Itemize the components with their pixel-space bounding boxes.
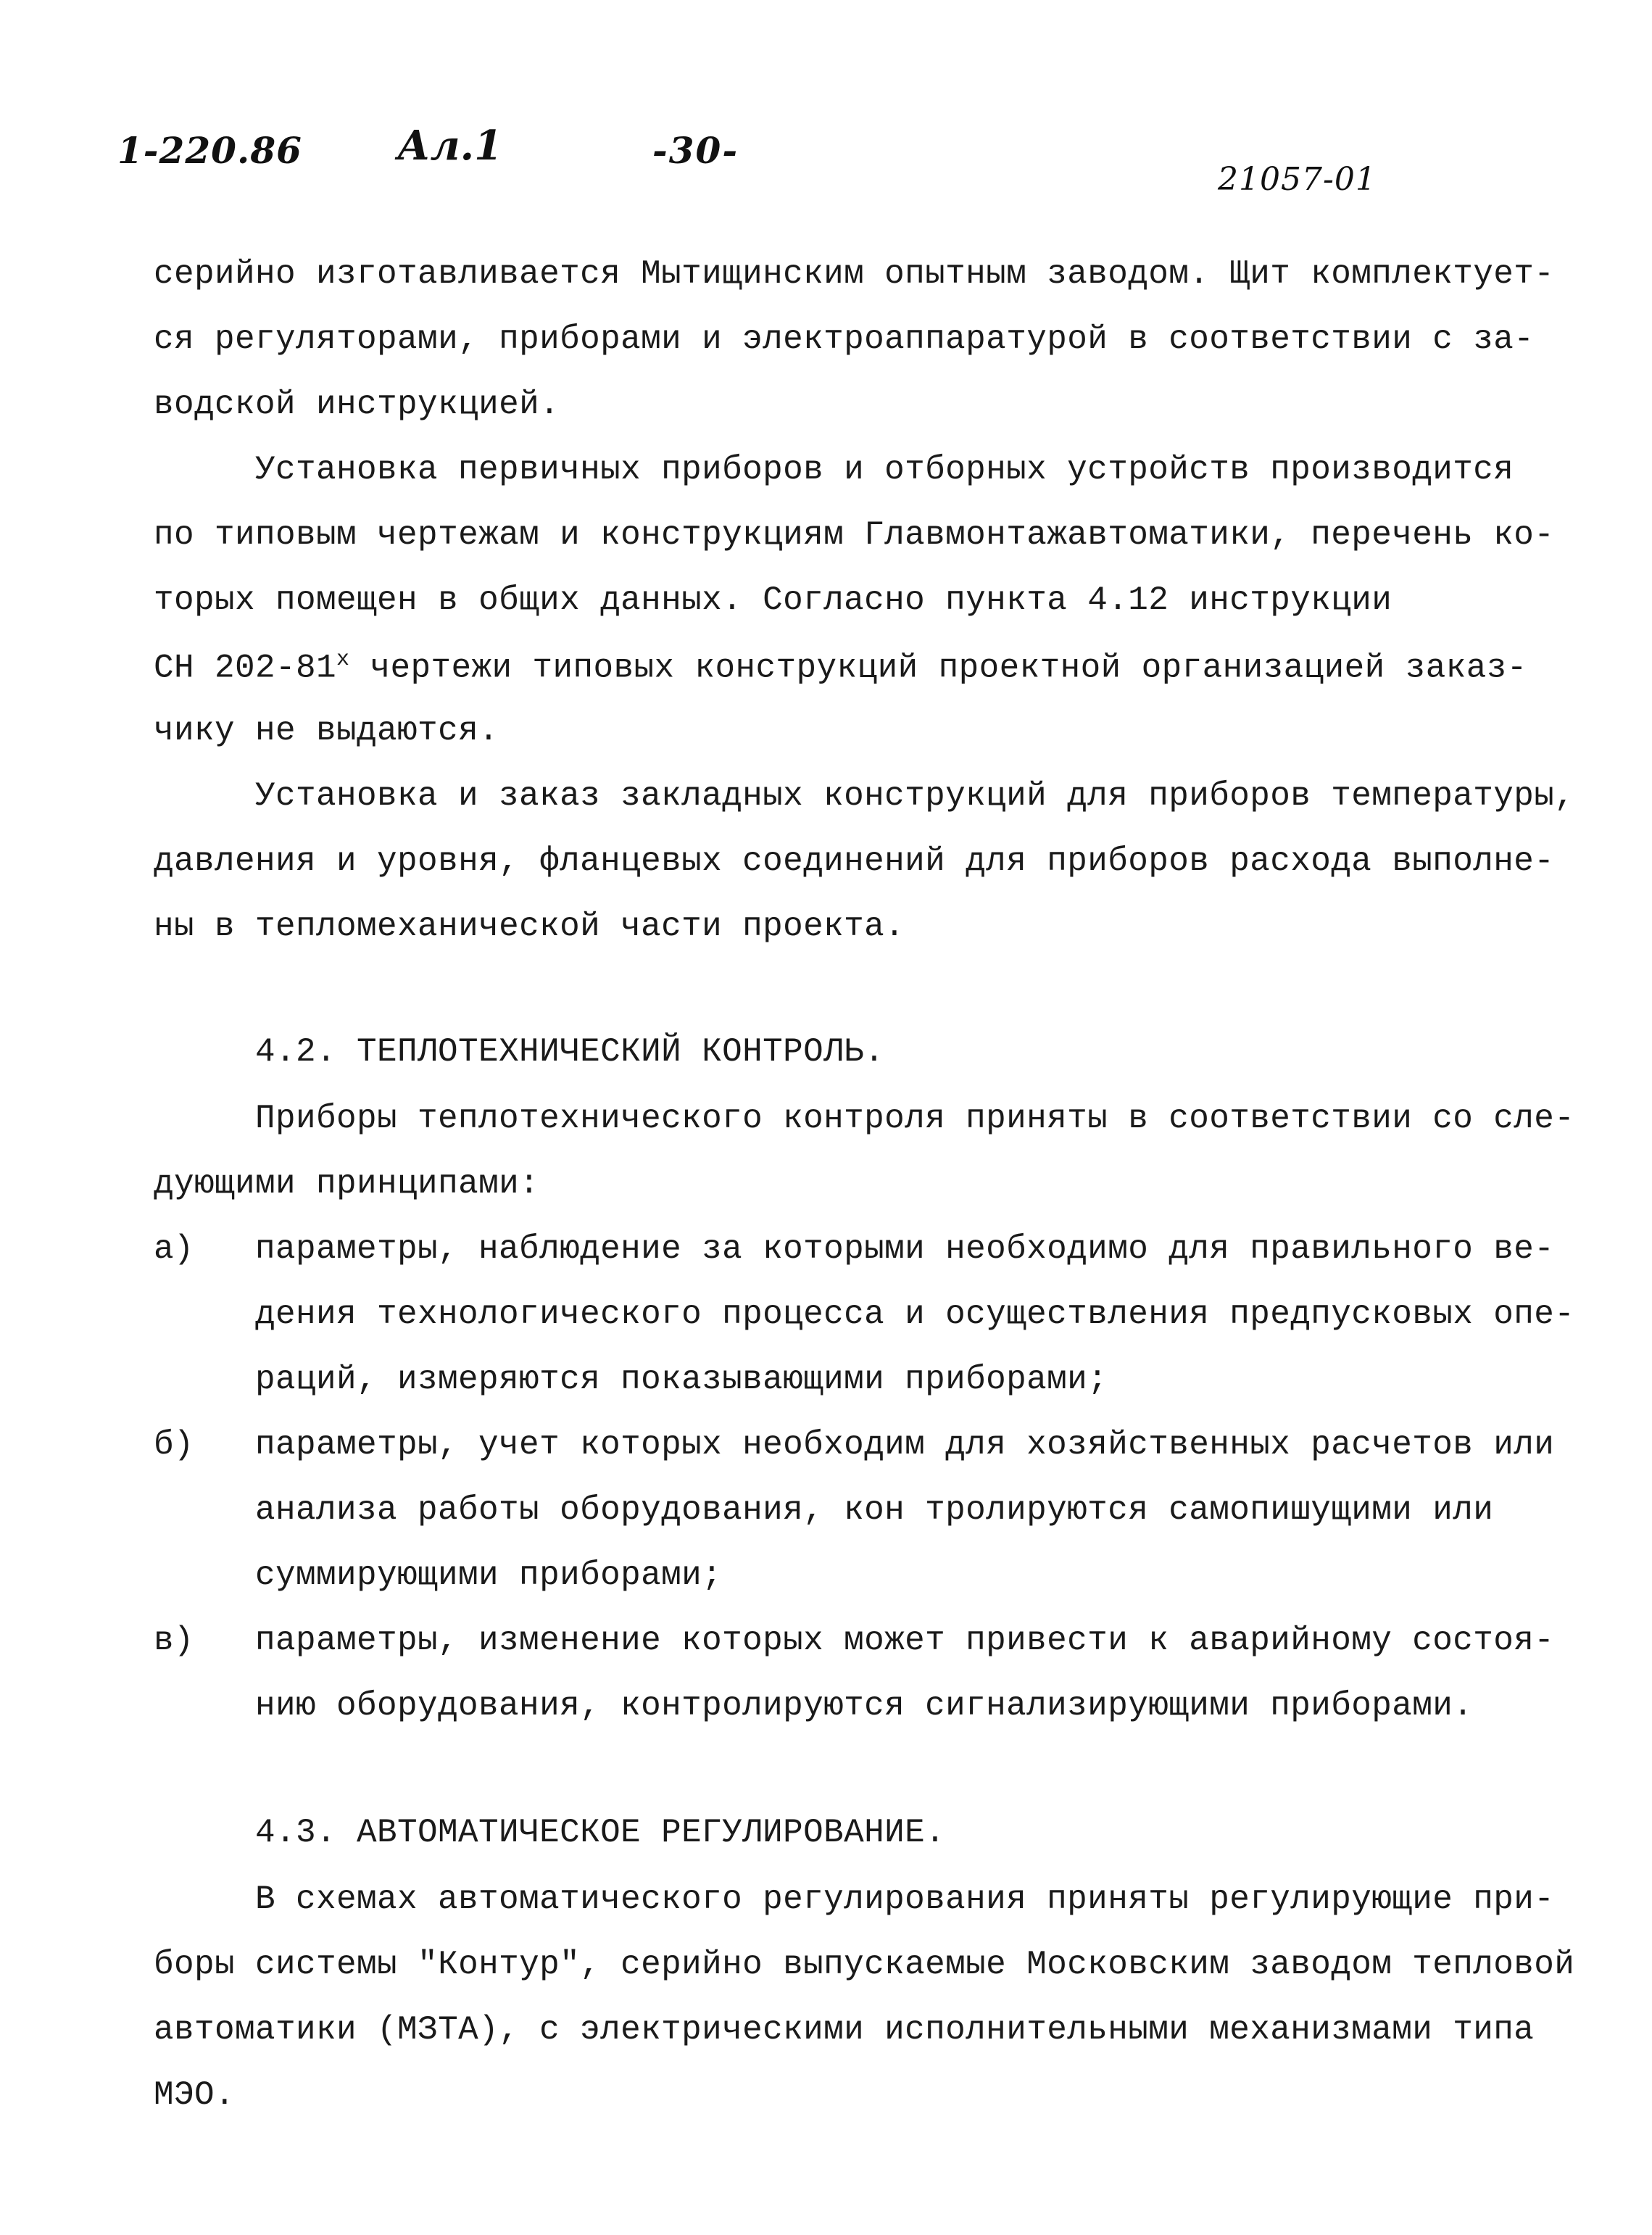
paragraph-line: торых помещен в общих данных. Согласно пункта 4.12 инструкции bbox=[154, 581, 1392, 619]
paragraph-line: водской инструкцией. bbox=[154, 386, 560, 423]
paragraph-line: давления и уровня, фланцевых соединений для приборов расхода выполне- bbox=[154, 842, 1555, 880]
standard-reference: СН 202-81 bbox=[154, 649, 337, 687]
paragraph-line: МЭО. bbox=[154, 2076, 236, 2114]
document-code: 1-220.86 bbox=[117, 129, 302, 172]
paragraph-line: Установка и заказ закладных конструкций для приборов температуры, bbox=[255, 777, 1575, 815]
paragraph-line: Установка первичных приборов и отборных устройств производится bbox=[255, 451, 1514, 489]
list-item-line: параметры, учет которых необходим для хозяйственных расчетов или bbox=[255, 1426, 1555, 1464]
list-item-line: нию оборудования, контролируются сигнализирующими приборами. bbox=[255, 1687, 1474, 1725]
list-item-line: раций, измеряются показывающими приборами; bbox=[255, 1361, 1108, 1398]
paragraph-line: по типовым чертежам и конструкциям Главмонтажавтоматики, перечень ко- bbox=[154, 516, 1555, 554]
list-marker-a: а) bbox=[154, 1230, 194, 1268]
paragraph-line: дующими принципами: bbox=[154, 1165, 540, 1203]
list-item-line: параметры, изменение которых может привести к аварийному состоя- bbox=[255, 1622, 1555, 1659]
paragraph-line: Приборы теплотехнического контроля приняты в соответствии со сле- bbox=[255, 1100, 1575, 1137]
list-marker-b: б) bbox=[154, 1426, 194, 1464]
list-item-line: анализа работы оборудования, кон тролируются самопишущими или bbox=[255, 1491, 1494, 1529]
paragraph-line: ны в тепломеханической части проекта. bbox=[154, 908, 905, 945]
footnote-mark: х bbox=[336, 647, 350, 672]
list-item-line: параметры, наблюдение за которыми необходимо для правильного ве- bbox=[255, 1230, 1555, 1268]
paragraph-line: ся регуляторами, приборами и электроаппаратурой в соответствии с за- bbox=[154, 320, 1535, 358]
list-item-line: суммирующими приборами; bbox=[255, 1556, 723, 1594]
list-item-line: дения технологического процесса и осуществления предпусковых опе- bbox=[255, 1295, 1575, 1333]
paragraph-line-with-footnote bbox=[154, 647, 1527, 687]
paragraph-line: серийно изготавливается Мытищинским опытным заводом. Щит комплектует- bbox=[154, 255, 1555, 293]
project-number: 21057-01 bbox=[1218, 161, 1377, 198]
paragraph-line: боры системы "Контур", серийно выпускаемые Московским заводом тепловой bbox=[154, 1946, 1575, 1983]
list-marker-v: в) bbox=[154, 1622, 194, 1659]
sheet-mark: Ал.1 bbox=[397, 122, 503, 170]
paragraph-line: чику не выдаются. bbox=[154, 712, 499, 750]
paragraph-line: автоматики (МЗТА), с электрическими исполнительными механизмами типа bbox=[154, 2011, 1535, 2049]
page-number: -30- bbox=[652, 129, 739, 172]
paragraph-line: В схемах автоматического регулирования приняты регулирующие при- bbox=[255, 1881, 1555, 1918]
section-heading-4-3: 4.3. АВТОМАТИЧЕСКОЕ РЕГУЛИРОВАНИЕ. bbox=[255, 1814, 946, 1852]
paragraph-text: чертежи типовых конструкций проектной организацией заказ- bbox=[349, 649, 1527, 687]
section-heading-4-2: 4.2. ТЕПЛОТЕХНИЧЕСКИЙ КОНТРОЛЬ. bbox=[255, 1033, 885, 1071]
